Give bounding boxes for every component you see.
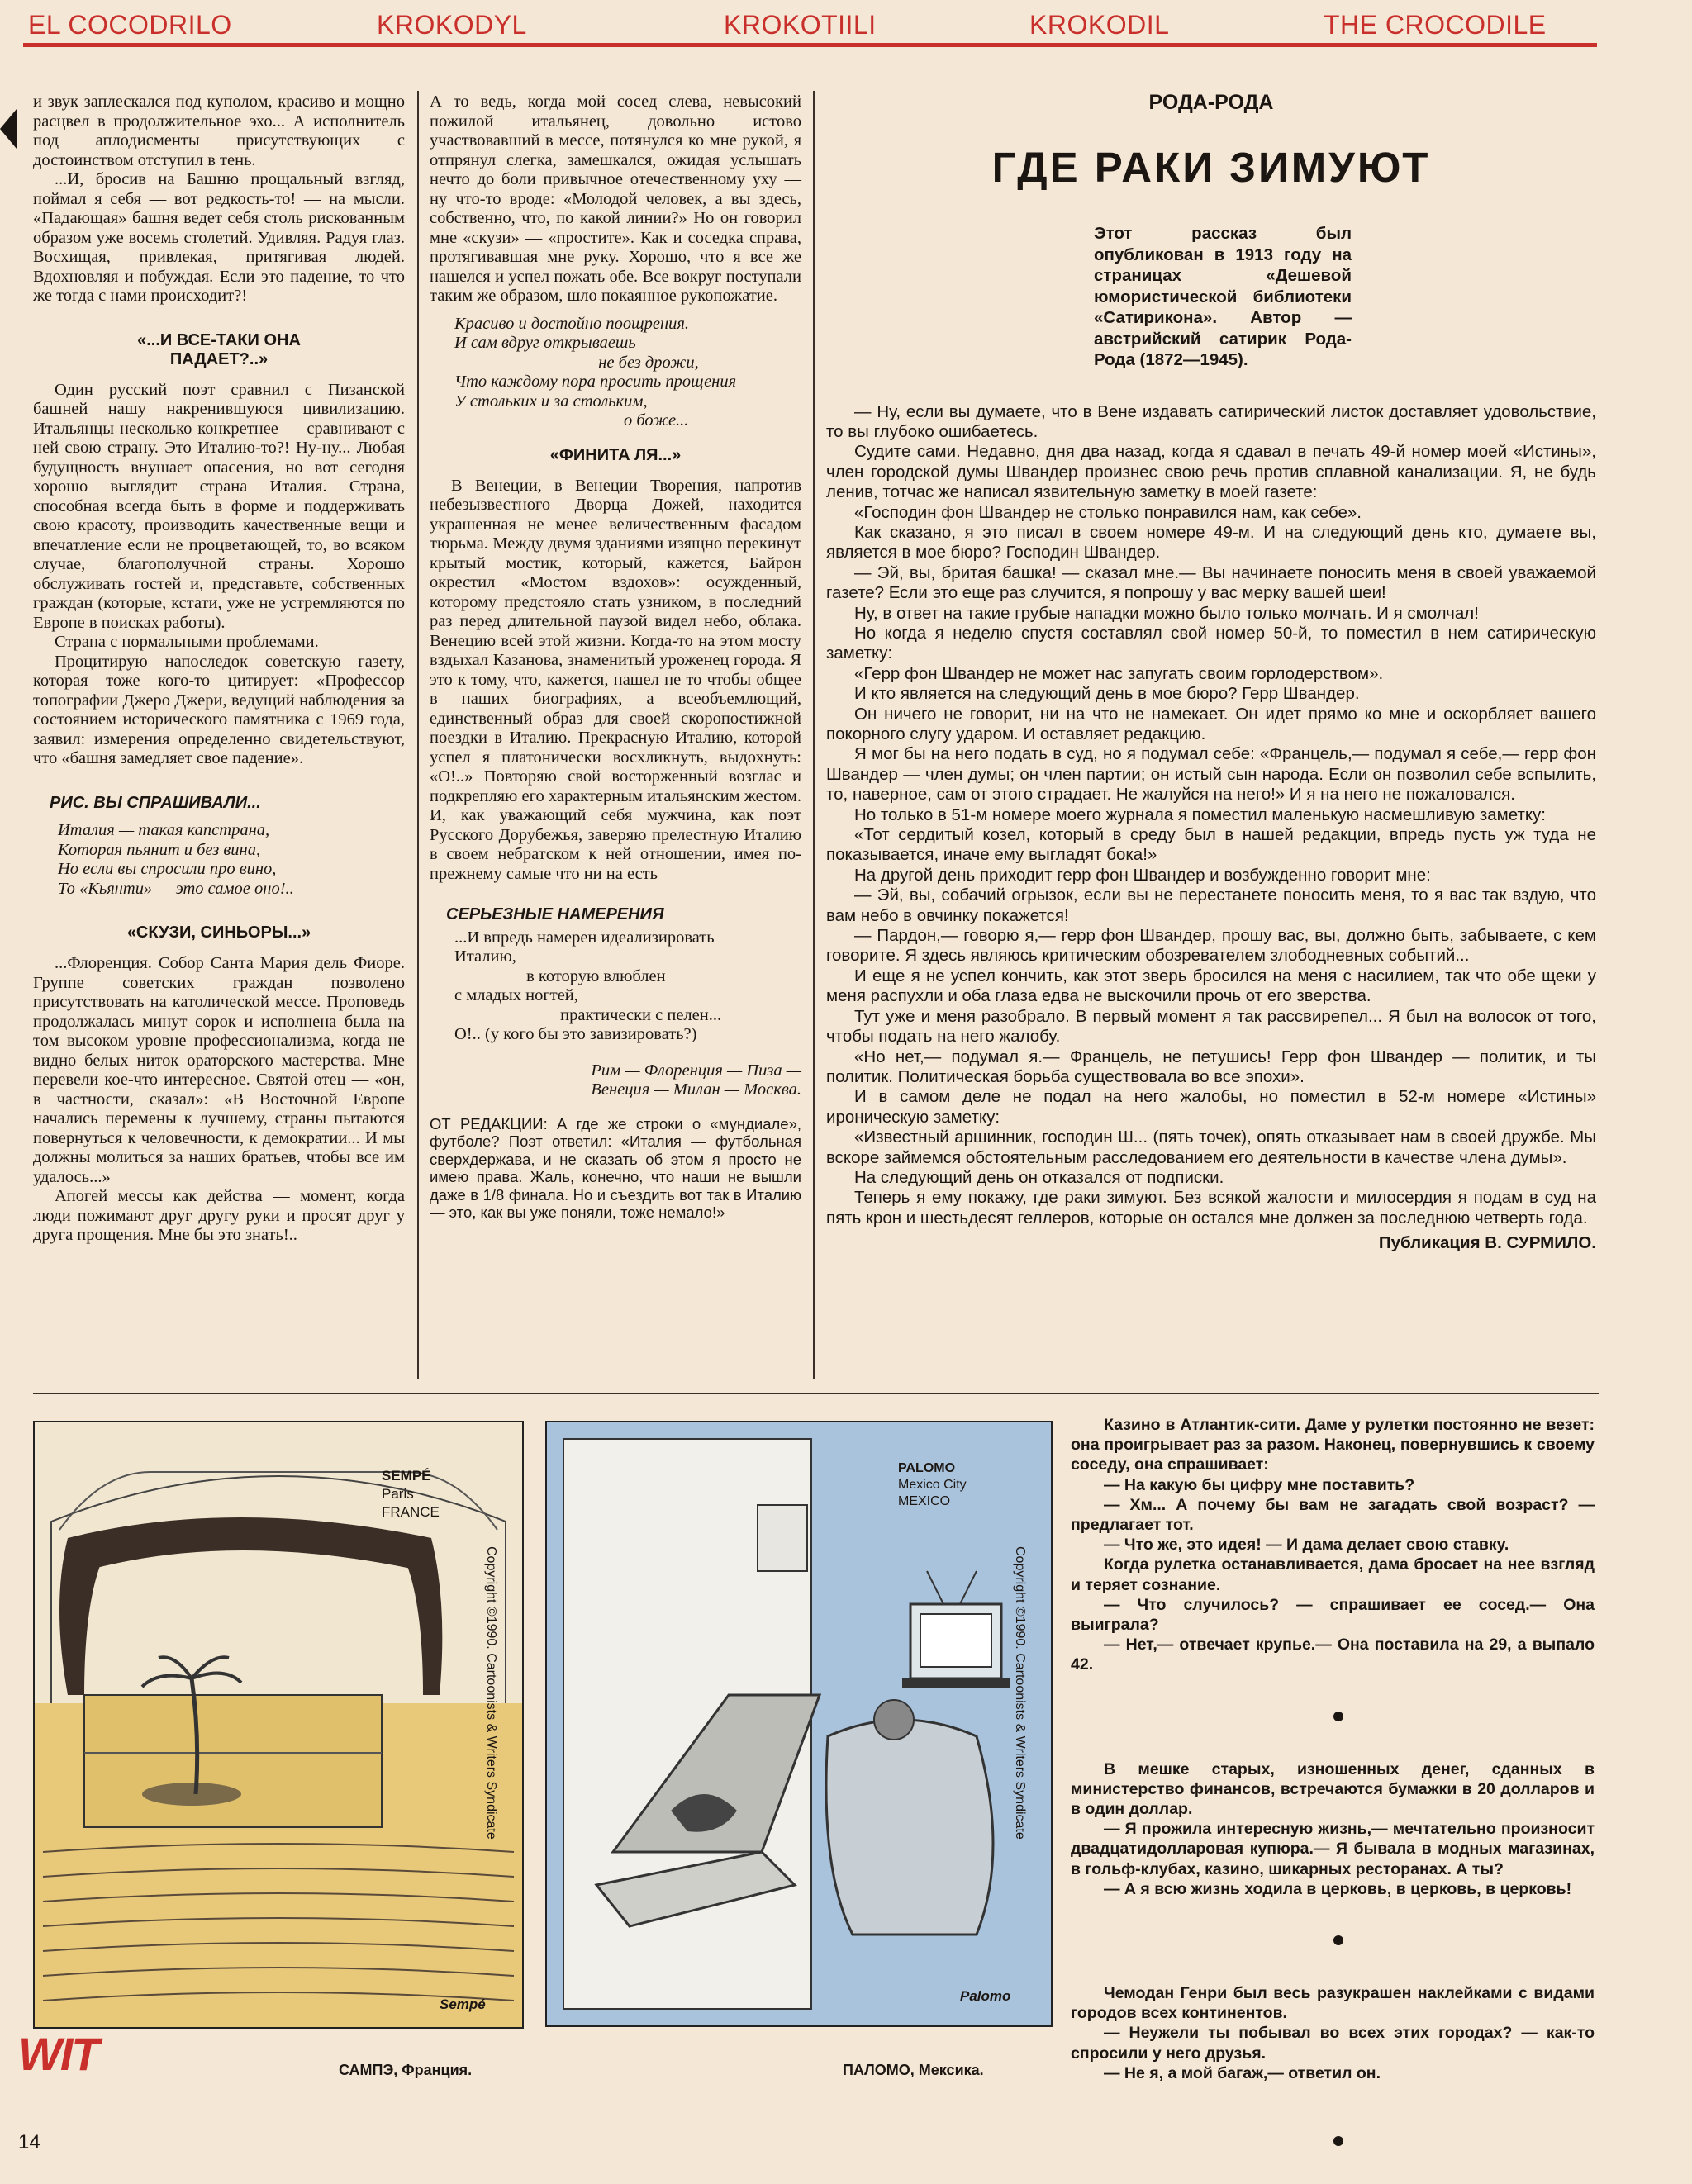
verse-line: Которая пьянит и без вина,	[58, 840, 261, 859]
paragraph: Один русский поэт сравнил с Пизанской башней нашу накренившуюся цивилизацию. Итальянцы несколько конкретнее — сравнивают с ней свою страну. Это Италию-то?! Ну-ну... Любая будущность внушает опасения, но вот сегодня хорошо выглядит страна Италия. Страна, способная всегда быть в форме и поддерживать свою красоту, производить качественные вещи и впечатление если не процветающей, то, во всяком случае, благополучной страны. Хорошо обслуживать гостей и, представьте, собственных граждан (которые, кстати, уже не устремляются по Европе в поисках работы).	[33, 380, 405, 632]
joke-suitcase	[1071, 1983, 1595, 2083]
paragraph: ...И, бросив на Башню прощальный взгляд, поймал я себя — вот редкость-то! — на мысли. «Падающая» башня ведет себя столь рискованным образом уже восемь столетий. Удивляя. Радуя глаз. Восхищая, привлекая, притягивая людей. Вдохновляя и побуждая. Если это падение, то что же тогда с нами происходит?!	[33, 170, 405, 305]
story-paragraph: — Ну, если вы думаете, что в Вене издавать сатирический листок доставляет удовольствие, то вы глубоко ошибаетесь.	[826, 401, 1596, 441]
verse-line: о боже...	[454, 411, 689, 430]
story-paragraph: И в самом деле не подал на него жалобы, но поместил в 52-м номере «Истины» ироническую заметку:	[826, 1087, 1596, 1127]
story-intro: Этот рассказ был опубликован в 1913 году на страницах «Дешевой юмористической библиотеки «Сатирикона». Автор — австрийский сатирик Рода-Рода (1872—1945).	[1094, 224, 1352, 369]
story-author: РОДА-РОДА	[1148, 91, 1274, 114]
verse-line: практически с пелен...	[454, 1005, 722, 1024]
artist-signature: Palomo	[960, 1988, 1011, 2004]
artist-name: PALOMO	[898, 1461, 956, 1475]
verse-line: Что каждому пора просить прощения	[454, 373, 737, 391]
artist-country: FRANCE	[382, 1504, 440, 1520]
verse-line: с младых ногтей,	[454, 986, 578, 1004]
column-divider	[417, 91, 419, 1379]
section-heading: «...И ВСЕ-ТАКИ ОНА ПАДАЕТ?..»	[137, 330, 301, 368]
story-paragraph: «Но нет,— подумал я.— Францель, не петушись! Герр фон Швандер — политик, и ты политик. Политическая борьба существовала во все эпохи».	[826, 1047, 1596, 1086]
verse-line: То «Кьянти» — это самое оно!..	[58, 879, 294, 898]
story-paragraph: Ну, в ответ на такие грубые нападки можно было только молчать. И я смолчал!	[854, 603, 1479, 623]
story-paragraph: На следующий день он отказался от подписки.	[854, 1167, 1224, 1187]
copyright-note: Copyright ©1990. Cartoonists & Writers Syndicate	[484, 1546, 498, 1840]
theater-island-illustration	[35, 1422, 522, 2027]
joke-line: — На какую бы цифру мне поставить?	[1104, 1475, 1415, 1494]
joke-dollars	[1071, 1759, 1595, 1899]
joke-line: Когда рулетка останавливается, дама бросает на нее взгляд и теряет сознание.	[1071, 1555, 1595, 1594]
paragraph: Страна с нормальными проблемами.	[55, 633, 319, 651]
verse-line: не без дрожи,	[454, 353, 699, 372]
story-article	[826, 91, 1596, 1253]
continuation-arrow-icon	[0, 109, 17, 149]
verse	[58, 821, 405, 899]
joke-line: — Я прожила интересную жизнь,— мечтательно произносит двадцатидолларовая купюра.— Я бывала в модных магазинах, в гольф-клубах, казино, шикарных ресторанах. А ты?	[1071, 1820, 1595, 1878]
story-paragraph: «Известный аршинник, господин Ш... (пять точек), опять отказывает нам в своей дружбе. Мы вскоре займемся обстоятельным расследованием его деятельности в качестве члена думы».	[826, 1128, 1596, 1167]
story-paragraph: Теперь я ему покажу, где раки зимуют. Без всякой жалости и милосердия я подам в суд на пять крон и шестьдесят геллеров, которые он остался мне должен за последнюю четверть года.	[826, 1188, 1596, 1227]
route-line: Рим — Флоренция — Пиза —	[591, 1061, 801, 1080]
joke-line: Казино в Атлантик-сити. Даме у рулетки постоянно не везет: она проигрывает раз за разом. Наконец, повернувшись к своему соседу, она спрашивает:	[1071, 1416, 1595, 1474]
treadmill-tv-illustration	[547, 1422, 1051, 2025]
joke-line: — Нет,— отвечает крупье.— Она поставила на 29, а выпало 42.	[1071, 1636, 1595, 1674]
joke-line: — А я всю жизнь ходила в церковь, в церковь, в церковь!	[1104, 1879, 1572, 1898]
section-heading: СЕРЬЕЗНЫЕ НАМЕРЕНИЯ	[446, 905, 664, 923]
joke-line: — Хм... А почему бы вам не загадать свой возраст? — предлагает тот.	[1071, 1495, 1595, 1535]
masthead-english: THE CROCODILE	[1324, 10, 1547, 40]
story-paragraph: Но когда я неделю спустя составлял свой номер 50-й, то поместил в нем сатирическую заметку:	[826, 623, 1596, 663]
story-paragraph: Он ничего не говорит, ни на что не намекает. Он идет прямо ко мне и оскорбляет вашего покорного слугу ударом. И оставляет редакцию.	[826, 704, 1596, 743]
story-paragraph: Но только в 51-м номере моего журнала я поместил маленькую насмешливую заметку:	[854, 805, 1546, 824]
story-paragraph: — Эй, вы, собачий огрызок, если вы не перестанете поносить меня, то я вас так вздую, что вам небо в овчинку покажется!	[826, 885, 1596, 925]
story-paragraph: Я мог бы на него подать в суд, но я подумал себе: «Францель,— подумал я себе,— герр фон Швандер — член думы; он член партии; он истый сын народа. Если он позволил себе вспылить, то, наверное, сам от этого страдает. Не жалуйся на него!» И я на него не пожаловался.	[826, 744, 1596, 805]
story-paragraph: Как сказано, я это писал в своем номере 49-м. И на следующий день кто, думаете вы, является в мое бюро? Господин Швандер.	[826, 522, 1596, 563]
cartoon-caption: ПАЛОМО, Мексика.	[843, 2062, 984, 2078]
verse-line: Но если вы спросили про вино,	[58, 860, 277, 878]
artist-city: Paris	[382, 1486, 414, 1502]
route-line: Венеция — Милан — Москва.	[591, 1080, 801, 1099]
story-paragraph: — Эй, вы, бритая башка! — сказал мне.— Вы начинаете поносить меня в своей уважаемой газете? Если это еще раз случится, я попрошу у вас мерку вашей шеи!	[826, 563, 1596, 603]
cartoon-sempe	[33, 1421, 524, 2029]
cartoon-caption: САМПЭ, Франция.	[339, 2062, 473, 2078]
joke-line: В мешке старых, изношенных денег, сданных в министерство финансов, встречаются бумажки в 20 долларов и в один доллар.	[1071, 1759, 1595, 1819]
verse-line: О!.. (у кого бы это завизировать?)	[454, 1025, 697, 1043]
paragraph: ...Флоренция. Собор Санта Мария дель Фиоре. Группе советских граждан позволено присутствовать на католической мессе. Проповедь продолжалась минут сорок и исполнена была на том высоком уровне профессионализма, когда не видно белых ниток ораторского мастерства. Мне перевели кое-что интересное. Святой отец — «он, в частности, сказал»: «В Восточной Европе начались перемены к лучшему, страны пытаются повернуться к человечности, к демократии... И мы должны молиться за наших братьев, чтобы все им удалось...»	[33, 954, 405, 1186]
story-paragraph: И кто является на следующий день в мое бюро? Герр Швандер.	[854, 684, 1360, 704]
separator-dot-icon	[1333, 1712, 1343, 1721]
jokes-column	[1071, 1415, 1595, 2184]
artist-city: Mexico City	[898, 1478, 967, 1492]
story-credit: Публикация В. СУРМИЛО.	[1378, 1233, 1596, 1253]
joke-line: Чемодан Генри был весь разукрашен наклейками с видами городов всех континентов.	[1071, 1984, 1595, 2023]
section-heading: «СКУЗИ, СИНЬОРЫ...»	[126, 923, 311, 942]
separator-dot-icon	[1333, 1935, 1343, 1945]
story-paragraph: И еще я не успел кончить, как этот зверь бросился на меня с насилием, так что обе щеки у меня распухли и оба глаза едва не выскочили прочь от его зверства.	[826, 966, 1596, 1006]
copyright-note: Copyright ©1990. Cartoonists & Writers Syndicate	[1013, 1546, 1027, 1840]
verse-line: У стольких и за стольким,	[454, 392, 648, 411]
verse	[454, 928, 801, 1045]
masthead	[23, 7, 1597, 47]
paragraph: Процитирую напоследок советскую газету, которая тоже кого-то цитирует: «Профессор топографии Джеро Джери, ведущий наблюдения за состоянием исторического памятника с 1969 года, заявил: измерения определенно свидетельствуют, что «башня замедляет свое падение».	[33, 652, 405, 767]
story-paragraph: Тут уже и меня разобрало. В первый момент я так рассвирепел... Я был на волосок от того, чтобы подать на него жалобу.	[826, 1006, 1596, 1047]
verse-line: в которую влюблен	[454, 966, 666, 985]
paragraph: А то ведь, когда мой сосед слева, невысокий пожилой итальянец, довольно истово участвовавший в мессе, потянулся ко мне рукой, я отпрянул слегка, замешкался, ожидая услышать нечто до боли привычное отечественному уху — ну что-то вроде: «Молодой человек, а вы здесь, собственно, что, по какой линии?» Но он говорил мне «скузи» — «простите». Как и соседка справа, протягивавшая мне руку. Хорошо, что я все же нашелся и успел пожать обе. Все вокруг поступали таким же образом, шло покаянное рукопожатие.	[430, 93, 801, 305]
separator-dot-icon	[1333, 2136, 1343, 2146]
joke-line: — Что же, это идея! — И дама делает свою ставку.	[1104, 1536, 1509, 1555]
verse-line: Красиво и достойно поощрения.	[454, 314, 690, 333]
story-paragraph: «Герр фон Швандер не может нас запугать своим горлодерством».	[854, 663, 1384, 683]
travel-route	[430, 1061, 801, 1100]
story-paragraph: — Пардон,— говорю я,— герр фон Швандер, прошу вас, вы, должно быть, забываете, с кем говорите. Я здесь являюсь критическим обозревателем злободневных событий...	[826, 926, 1596, 966]
story-paragraph: «Господин фон Швандер не столько понравился нам, как себе».	[854, 502, 1362, 522]
wit-logo: WIT	[18, 2028, 98, 2080]
section-heading: РИС. ВЫ СПРАШИВАЛИ...	[50, 793, 261, 812]
page-number: 14	[18, 2131, 40, 2153]
paragraph: Апогей мессы как действа — момент, когда люди пожимают друг другу руки и просят друг у друга прощения. Мне бы это знать!..	[33, 1187, 405, 1244]
article-column-1	[33, 93, 405, 1246]
story-paragraph: «Тот сердитый козел, который в среду был в нашей редакции, впредь пусть уж туда не показывается, иначе ему выгладят бока!»	[826, 825, 1596, 865]
section-divider	[33, 1393, 1599, 1394]
masthead-finnish: KROKOTIILI	[724, 10, 877, 40]
masthead-polish: KROKODYL	[377, 10, 527, 40]
verse-line: Италию,	[454, 947, 516, 966]
joke-line: — Неужели ты побывал во всех этих городах? — как-то спросили у него друзья.	[1071, 2024, 1595, 2063]
verse-line: Италия — такая капстрана,	[58, 821, 270, 839]
story-paragraph: На другой день приходит герр фон Швандер и возбужденно говорит мне:	[854, 865, 1431, 885]
artist-signature: Sempé	[440, 1996, 486, 2012]
paragraph: В Венеции, в Венеции Творения, напротив небезызвестного Дворца Дожей, находится украшенная не менее величественным фасадом тюрьма. Между двумя зданиями изящно перекинут крытый мостик, который, кажется, Байрон окрестил «Мостом вздохов»: осужденный, которому предстояло стать узником, в последний раз перед длительной паузой видел небо, облака. Венецию всей этой жизни. Когда-то на этом мосту вздыхал Казанова, знаменитый уроженец города. Я это к тому, что, кажется, нашел не то чтобы общее в наших биографиях, а всеобъемлющий, единственный образ для своей скоропостижной поездки в Италию. Прекрасную Италию, которой успел я платонически восхликнуть, выдохнуть: «О!..» Повторяю свой восторженный возглас и подкрепляю его характерным итальянским жестом. И, как уважающий себя мужчина, как поэт Русского Дорубежья, заверяю прелестную Италию в своем небратском к ней отношении, имея по-прежнему самые что ни на есть	[430, 476, 801, 883]
artist-name: SEMPÉ	[382, 1468, 431, 1484]
cartoon-palomo	[545, 1421, 1053, 2027]
editorial-note: ОТ РЕДАКЦИИ: А где же строки о «мундиале», футболе? Поэт ответил: «Италия — футбольная сверхдержава, и не сказать об этом я просто не имею права. Жаль, конечно, что наши не вышли даже в 1/8 финала. Но и съездить вот так в Италию — это, как вы уже поняли, тоже немало!»	[430, 1114, 801, 1221]
verse-line: ...И впредь намерен идеализировать	[454, 928, 715, 947]
masthead-spanish: EL COCODRILO	[28, 10, 232, 40]
joke-line: — Не я, а мой багаж,— ответил он.	[1104, 2063, 1381, 2082]
article-column-2	[430, 93, 801, 1222]
story-title: ГДЕ РАКИ ЗИМУЮТ	[991, 144, 1431, 191]
story-body	[826, 402, 1596, 1229]
verse	[454, 315, 801, 431]
verse-line: И сам вдруг открываешь	[454, 334, 636, 352]
joke-line: — Что случилось? — спрашивает ее сосед.— Она выиграла?	[1071, 1595, 1595, 1635]
artist-country: MEXICO	[898, 1494, 951, 1508]
masthead-german: KROKODIL	[1029, 10, 1170, 40]
story-paragraph: Судите сами. Недавно, дня два назад, когда я сдавал в печать 49-й номер моей «Истины», член городской думы Швандер произнес свою речь против сплавной канализации. Я, не будь ленив, тотчас же написал язвительную заметку в моей газете:	[826, 442, 1596, 502]
column-divider	[813, 91, 815, 1379]
paragraph: и звук заплескался под куполом, красиво и мощно расцвел в продолжительное эхо... А исполнитель под аплодисменты присутствующих с достоинством отступил в тень.	[33, 93, 405, 169]
section-heading: «ФИНИТА ЛЯ...»	[549, 445, 682, 464]
joke-casino	[1071, 1415, 1595, 1675]
